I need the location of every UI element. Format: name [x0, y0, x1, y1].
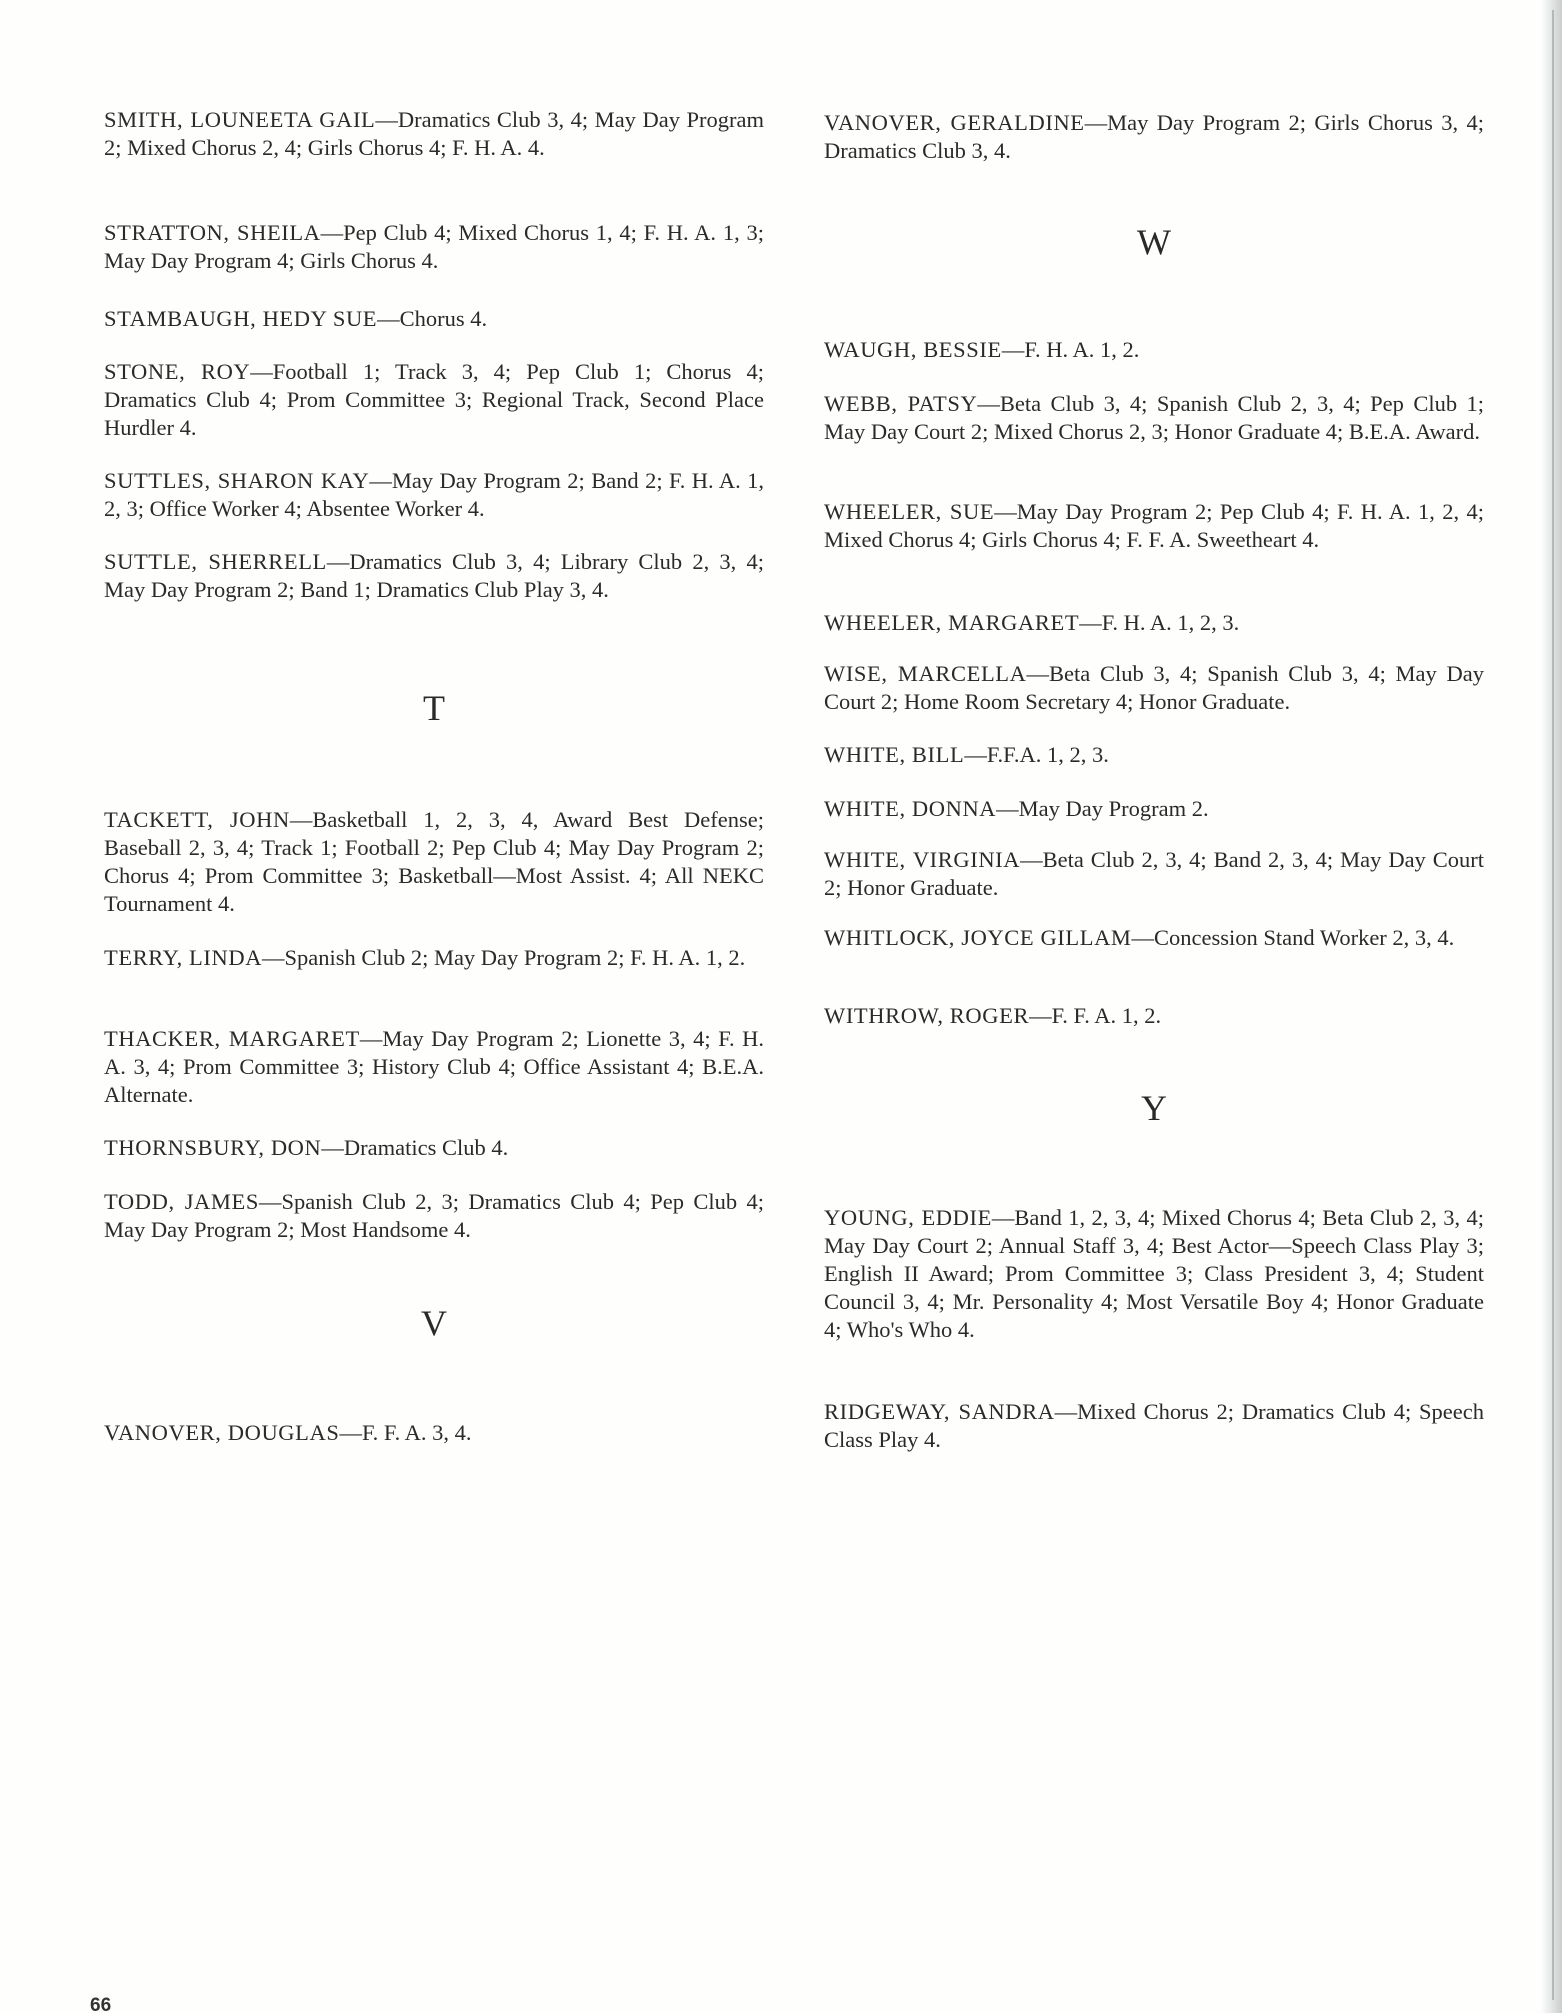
senior-activities: Spanish Club 2; May Day Program 2; F. H. A. 1, 2.	[284, 945, 746, 970]
section-letter-t: T	[423, 688, 445, 728]
senior-entry-todd-james: TODD, JAMES—Spanish Club 2, 3; Dramatics Club 4; Pep Club 4; May Day Program 2; Most Handsome 4.	[104, 1189, 765, 1242]
senior-name: SUTTLE, SHERRELL	[104, 549, 327, 574]
senior-name: TACKETT, JOHN	[104, 807, 290, 832]
senior-activities: Basketball 1, 2, 3, 4, Award Best Defense; Baseball 2, 3, 4; Track 1; Football 2; Pep Club 4; May Day Program 2; Chorus 4; Prom Committee 3; Basketball—Most Assist. 4; All NEKC Tournament 4.	[104, 807, 765, 916]
senior-entry-webb-patsy: WEBB, PATSY—Beta Club 3, 4; Spanish Club 2, 3, 4; Pep Club 1; May Day Court 2; Mixed Chorus 2, 3; Honor Graduate 4; B.E.A. Award.	[824, 391, 1484, 444]
senior-name: YOUNG, EDDIE	[824, 1205, 992, 1230]
senior-entry-stratton-sheila: STRATTON, SHEILA—Pep Club 4; Mixed Chorus 1, 4; F. H. A. 1, 3; May Day Program 4; Girls Chorus 4.	[104, 220, 764, 273]
senior-name: THACKER, MARGARET	[104, 1026, 360, 1051]
senior-entry-white-bill: WHITE, BILL—F.F.A. 1, 2, 3.	[824, 742, 1109, 767]
senior-activities: F. H. A. 1, 2.	[1024, 337, 1140, 362]
senior-activities: F. H. A. 1, 2, 3.	[1101, 610, 1240, 635]
senior-entry-terry-linda: TERRY, LINDA—Spanish Club 2; May Day Program 2; F. H. A. 1, 2.	[104, 945, 746, 970]
senior-activities: Beta Club 2, 3, 4; Band 2, 3, 4; May Day Court 2; Honor Graduate.	[824, 847, 1485, 900]
senior-name: WHEELER, SUE	[824, 499, 995, 524]
senior-entry-withrow-roger: WITHROW, ROGER—F. F. A. 1, 2.	[824, 1003, 1162, 1028]
senior-entry-wheeler-margaret: WHEELER, MARGARET—F. H. A. 1, 2, 3.	[824, 610, 1240, 635]
senior-entry-wheeler-sue: WHEELER, SUE—May Day Program 2; Pep Club 4; F. H. A. 1, 2, 4; Mixed Chorus 4; Girls Chorus 4; F. F. A. Sweetheart 4.	[824, 499, 1484, 552]
senior-activities: Spanish Club 2, 3; Dramatics Club 4; Pep Club 4; May Day Program 2; Most Handsome 4.	[104, 1189, 765, 1242]
senior-activities: Dramatics Club 3, 4; Library Club 2, 3, 4; May Day Program 2; Band 1; Dramatics Club Play 3, 4.	[104, 549, 764, 602]
page-edge-shadow	[1540, 0, 1562, 2013]
senior-entry-ridgeway-sandra: RIDGEWAY, SANDRA—Mixed Chorus 2; Dramatics Club 4; Speech Class Play 4.	[824, 1399, 1484, 1452]
senior-name: STRATTON, SHEILA	[104, 220, 321, 245]
senior-name: WHITE, BILL	[824, 742, 965, 767]
senior-entry-young-eddie: YOUNG, EDDIE—Band 1, 2, 3, 4; Mixed Chorus 4; Beta Club 2, 3, 4; May Day Court 2; Annual Staff 3, 4; Best Actor—Speech Class Play 3; English II Award; Prom Committee 3; Class President 3, 4; Student Council 3, 4; Mr. Personality 4; Most Versatile Boy 4; Honor Graduate 4; Who's Who 4.	[824, 1205, 1484, 1342]
senior-entry-vanover-douglas: VANOVER, DOUGLAS—F. F. A. 3, 4.	[104, 1420, 472, 1445]
senior-entry-thacker-margaret: THACKER, MARGARET—May Day Program 2; Lionette 3, 4; F. H. A. 3, 4; Prom Committee 3; History Club 4; Office Assistant 4; B.E.A. Alternate.	[104, 1026, 764, 1107]
senior-entry-whitlock-joyce: WHITLOCK, JOYCE GILLAM—Concession Stand Worker 2, 3, 4.	[824, 925, 1455, 950]
senior-entry-wise-marcella: WISE, MARCELLA—Beta Club 3, 4; Spanish Club 3, 4; May Day Court 2; Home Room Secretary 4; Honor Graduate.	[824, 661, 1484, 714]
senior-entry-white-donna: WHITE, DONNA—May Day Program 2.	[824, 796, 1209, 821]
senior-activities: F. F. A. 1, 2.	[1051, 1003, 1162, 1028]
senior-entry-white-virginia: WHITE, VIRGINIA—Beta Club 2, 3, 4; Band 2, 3, 4; May Day Court 2; Honor Graduate.	[824, 847, 1485, 900]
senior-activities: Beta Club 3, 4; Spanish Club 3, 4; May Day Court 2; Home Room Secretary 4; Honor Graduate.	[824, 661, 1484, 714]
senior-name: WITHROW, ROGER	[824, 1003, 1030, 1028]
senior-entry-tackett-john: TACKETT, JOHN—Basketball 1, 2, 3, 4, Award Best Defense; Baseball 2, 3, 4; Track 1; Football 2; Pep Club 4; May Day Program 2; Chorus 4; Prom Committee 3; Basketball—Most Assist. 4; All NEKC Tournament 4.	[104, 807, 765, 916]
senior-name: TODD, JAMES	[104, 1189, 259, 1214]
senior-activities: Pep Club 4; Mixed Chorus 1, 4; F. H. A. 1, 3; May Day Program 4; Girls Chorus 4.	[104, 220, 764, 273]
senior-entry-thornsbury-don: THORNSBURY, DON—Dramatics Club 4.	[104, 1135, 509, 1160]
senior-name: WHITLOCK, JOYCE GILLAM	[824, 925, 1132, 950]
senior-activities: Dramatics Club 4.	[343, 1135, 509, 1160]
senior-entry-stone-roy: STONE, ROY—Football 1; Track 3, 4; Pep Club 1; Chorus 4; Dramatics Club 4; Prom Committee 3; Regional Track, Second Place Hurdler 4.	[104, 359, 764, 440]
senior-activities: Concession Stand Worker 2, 3, 4.	[1154, 925, 1455, 950]
senior-name: STONE, ROY	[104, 359, 251, 384]
senior-name: WAUGH, BESSIE	[824, 337, 1002, 362]
senior-name: WHITE, DONNA	[824, 796, 997, 821]
senior-activities: Dramatics Club 3, 4; May Day Program 2; Mixed Chorus 2, 4; Girls Chorus 4; F. H. A. 4.	[104, 107, 764, 160]
senior-name: WHITE, VIRGINIA	[824, 847, 1021, 872]
senior-name: THORNSBURY, DON	[104, 1135, 322, 1160]
senior-activities: May Day Program 2; Girls Chorus 3, 4; Dramatics Club 3, 4.	[824, 110, 1484, 163]
senior-activities: Football 1; Track 3, 4; Pep Club 1; Chorus 4; Dramatics Club 4; Prom Committee 3; Regional Track, Second Place Hurdler 4.	[104, 359, 764, 440]
senior-name: SUTTLES, SHARON KAY	[104, 468, 370, 493]
senior-name: TERRY, LINDA	[104, 945, 263, 970]
senior-activities: May Day Program 2; Pep Club 4; F. H. A. 1, 2, 4; Mixed Chorus 4; Girls Chorus 4; F. F. A. Sweetheart 4.	[824, 499, 1484, 552]
page-edge-line	[1552, 10, 1554, 2000]
section-letter-y: Y	[1141, 1088, 1167, 1128]
senior-activities: Band 1, 2, 3, 4; Mixed Chorus 4; Beta Club 2, 3, 4; May Day Court 2; Annual Staff 3, 4; Best Actor—Speech Class Play 3; English II Award; Prom Committee 3; Class President 3, 4; Student Council 3, 4; Mr. Personality 4; Most Versatile Boy 4; Honor Graduate 4; Who's Who 4.	[824, 1205, 1484, 1342]
page-number: 66	[90, 1995, 112, 2016]
senior-activities: Chorus 4.	[399, 306, 488, 331]
senior-name: VANOVER, GERALDINE	[824, 110, 1085, 135]
senior-entry-vanover-geraldine: VANOVER, GERALDINE—May Day Program 2; Girls Chorus 3, 4; Dramatics Club 3, 4.	[824, 110, 1484, 163]
senior-entry-suttle-sherrell: SUTTLE, SHERRELL—Dramatics Club 3, 4; Library Club 2, 3, 4; May Day Program 2; Band 1; Dramatics Club Play 3, 4.	[104, 549, 764, 602]
senior-name: VANOVER, DOUGLAS	[104, 1420, 340, 1445]
senior-name: WISE, MARCELLA	[824, 661, 1027, 686]
senior-name: WEBB, PATSY	[824, 391, 978, 416]
senior-entry-smith-louneeta: SMITH, LOUNEETA GAIL—Dramatics Club 3, 4; May Day Program 2; Mixed Chorus 2, 4; Girls Chorus 4; F. H. A. 4.	[104, 107, 764, 160]
senior-activities: May Day Program 2.	[1018, 796, 1209, 821]
senior-name: RIDGEWAY, SANDRA	[824, 1399, 1055, 1424]
senior-entry-stambaugh-hedy: STAMBAUGH, HEDY SUE—Chorus 4.	[104, 306, 488, 331]
section-letter-v: V	[421, 1303, 447, 1343]
senior-entry-waugh-bessie: WAUGH, BESSIE—F. H. A. 1, 2.	[824, 337, 1140, 362]
senior-name: STAMBAUGH, HEDY SUE	[104, 306, 378, 331]
senior-entry-suttles-sharon: SUTTLES, SHARON KAY—May Day Program 2; Band 2; F. H. A. 1, 2, 3; Office Worker 4; Absentee Worker 4.	[104, 468, 764, 521]
section-letter-w: W	[1137, 222, 1171, 262]
senior-activities: Mixed Chorus 2; Dramatics Club 4; Speech Class Play 4.	[824, 1399, 1484, 1452]
senior-activities: F.F.A. 1, 2, 3.	[986, 742, 1109, 767]
senior-activities: Beta Club 3, 4; Spanish Club 2, 3, 4; Pep Club 1; May Day Court 2; Mixed Chorus 2, 3; Honor Graduate 4; B.E.A. Award.	[824, 391, 1484, 444]
senior-activities: F. F. A. 3, 4.	[361, 1420, 472, 1445]
senior-name: WHEELER, MARGARET	[824, 610, 1080, 635]
senior-name: SMITH, LOUNEETA GAIL	[104, 107, 376, 132]
senior-activities: May Day Program 2; Lionette 3, 4; F. H. A. 3, 4; Prom Committee 3; History Club 4; Office Assistant 4; B.E.A. Alternate.	[104, 1026, 764, 1107]
senior-activities: May Day Program 2; Band 2; F. H. A. 1, 2, 3; Office Worker 4; Absentee Worker 4.	[104, 468, 764, 521]
